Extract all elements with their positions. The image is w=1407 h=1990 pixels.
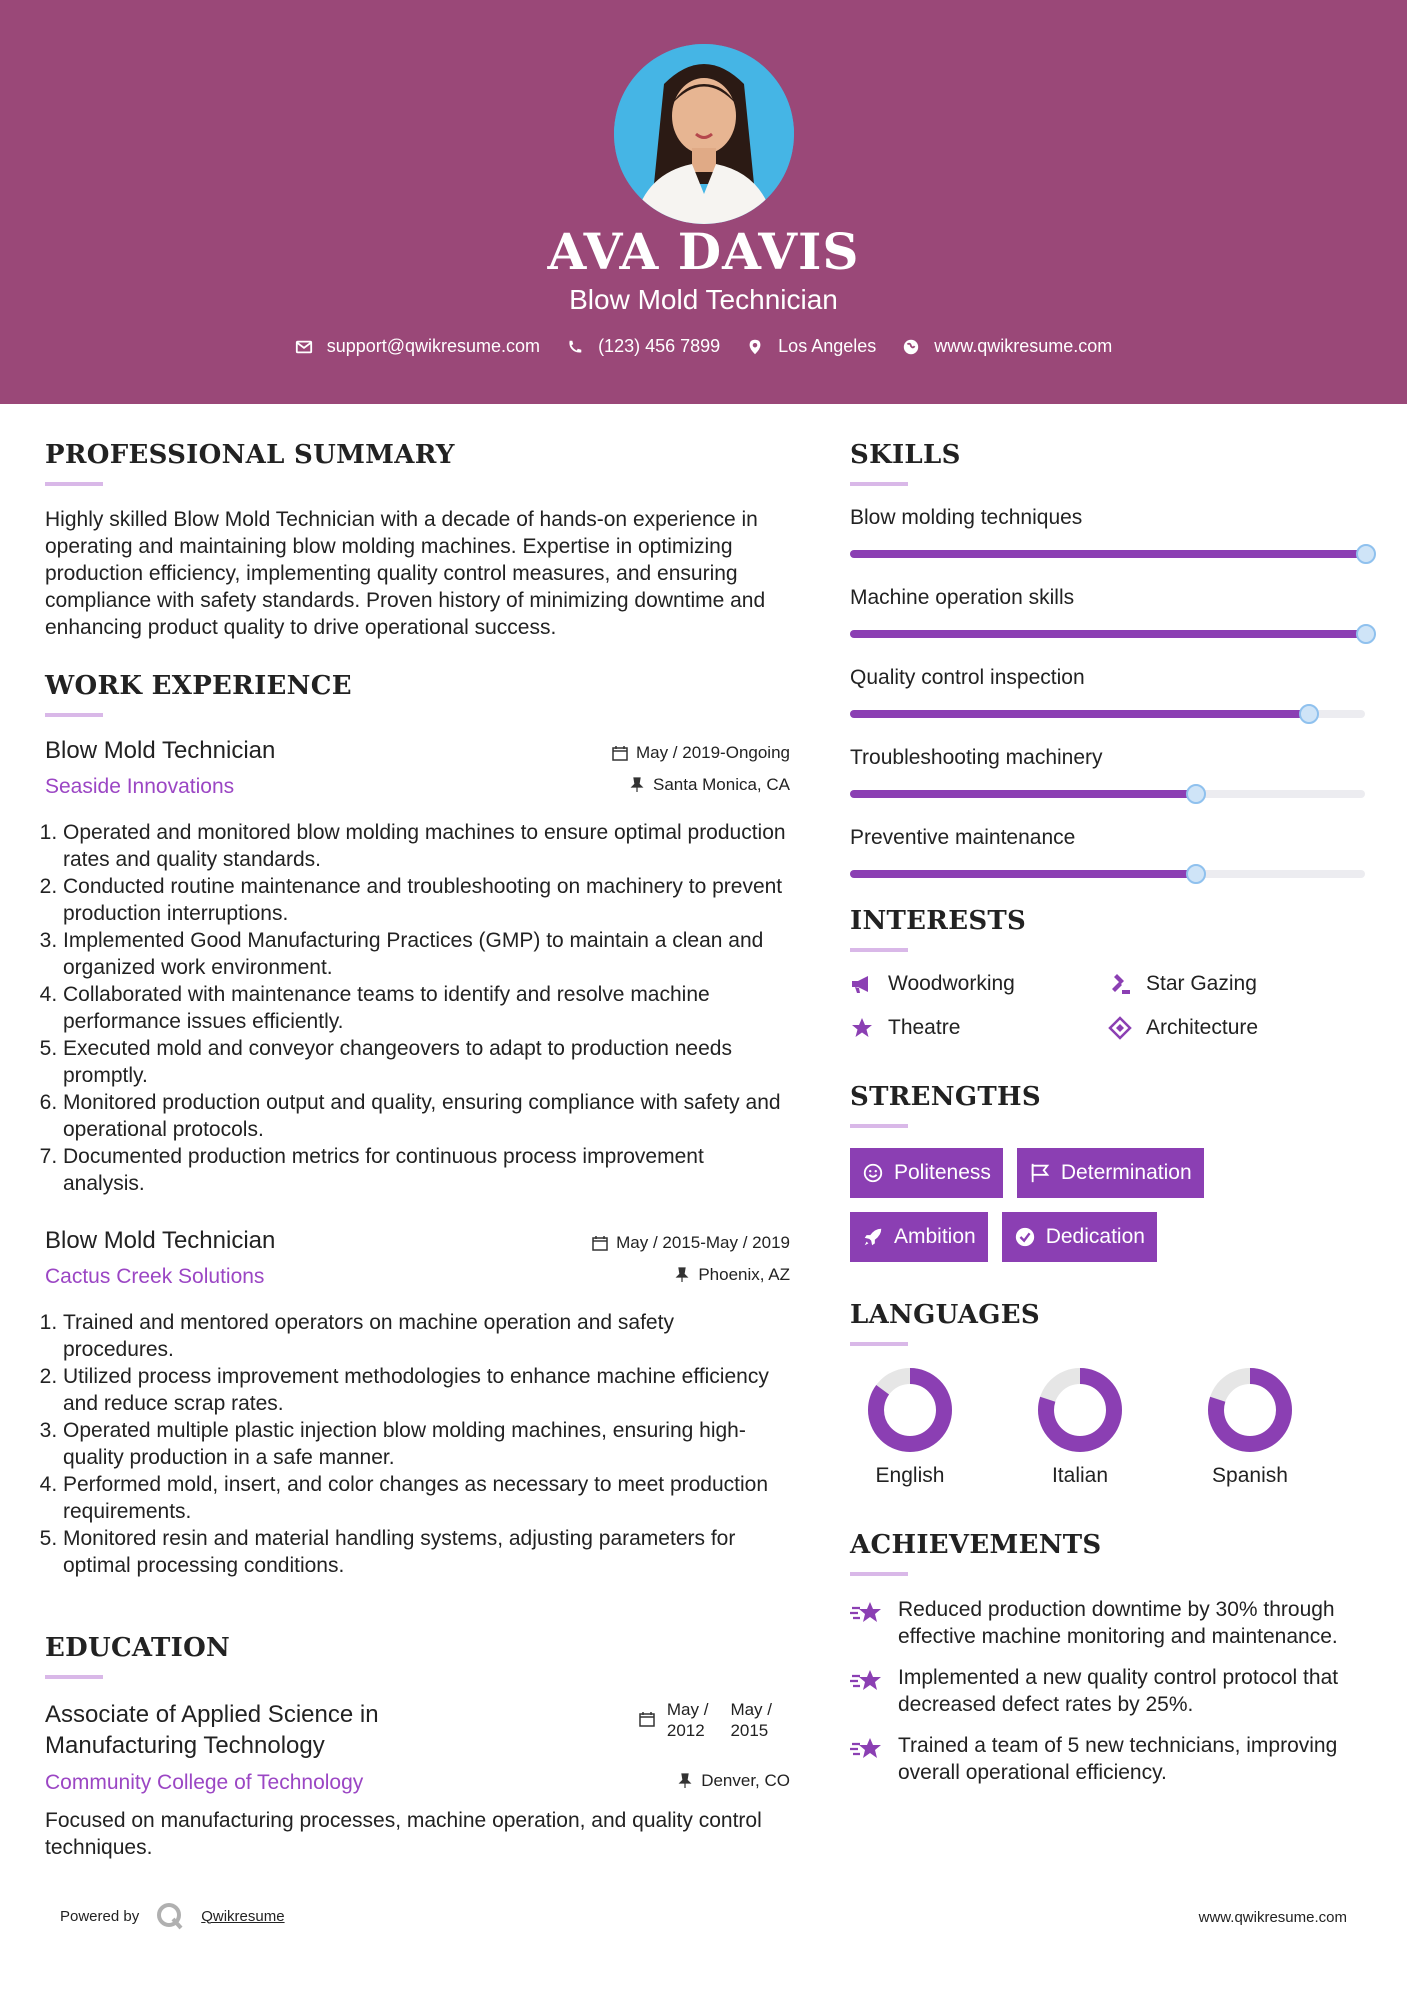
end-month: May / [730, 1700, 772, 1719]
section-divider [850, 1572, 908, 1576]
skill-bar-knob [1356, 624, 1376, 644]
strengths-heading: STRENGTHS [850, 1082, 1041, 1112]
languages-heading: LANGUAGES [850, 1300, 1040, 1330]
contact-location [746, 336, 876, 357]
education-heading: EDUCATION [45, 1633, 231, 1663]
strength-badge [850, 1148, 1003, 1198]
skill-bar-fill [850, 710, 1308, 718]
map-pin-icon [746, 338, 764, 356]
flag-icon [1029, 1162, 1051, 1184]
achievement-text: Reduced production downtime by 30% through effective machine monitoring and maintenance. [898, 1598, 1338, 1648]
job-dates [612, 743, 790, 763]
education-entry [45, 1699, 790, 1861]
section-divider [45, 482, 103, 486]
job-location [629, 775, 790, 795]
degree-line-1: Associate of Applied Science in [45, 1701, 379, 1728]
school-name: Community College of Technology [45, 1771, 364, 1794]
education-dates [639, 1699, 790, 1741]
interest-label: Theatre [888, 1016, 961, 1039]
language-item [1190, 1366, 1360, 1488]
section-divider [850, 1124, 908, 1128]
strength-badge [1002, 1212, 1157, 1262]
strength-label: Determination [1060, 1161, 1192, 1184]
job-duties [45, 819, 790, 1197]
qwikresume-logo-icon [155, 1901, 185, 1931]
interest-label: Woodworking [888, 972, 1015, 995]
achievements-list [850, 1596, 1365, 1786]
strength-label: Ambition [894, 1225, 976, 1248]
right-column [850, 440, 1365, 1800]
skill-bar-knob [1186, 784, 1206, 804]
interest-item [850, 1016, 1108, 1040]
education-location [677, 1771, 790, 1791]
company-name: Seaside Innovations [45, 775, 235, 798]
list-item: 5. Monitored resin and material handling systems, adjusting parameters for optimal processing conditions. [63, 1525, 790, 1579]
start-month: May / [666, 1700, 709, 1719]
language-item [1020, 1366, 1190, 1488]
calendar-icon [612, 745, 628, 761]
job-entry [45, 737, 790, 1197]
skills-list [850, 506, 1365, 878]
megaphone-icon [850, 972, 874, 996]
list-item: 3. Implemented Good Manufacturing Practices (GMP) to maintain a clean and organized work environment. [63, 927, 790, 981]
skill-bar-knob [1186, 864, 1206, 884]
skill-bar [850, 790, 1365, 798]
achievement-item [850, 1664, 1365, 1718]
skill-bar-fill [850, 550, 1365, 558]
contact-phone[interactable] [566, 336, 720, 357]
shooting-star-icon [850, 1734, 884, 1764]
phone-text: (123) 456 7899 [598, 336, 721, 356]
profile-photo [614, 44, 794, 224]
summary-text: Highly skilled Blow Mold Technician with a decade of hands-on experience in operating and maintaining blow molding machines. Expertise in optimizing production efficiency, implementing quality control measures, and ensuring compliance with safety standards. Proven history of minimizing downtime and enhancing product quality to drive operational success. [45, 508, 766, 639]
skill-bar-knob [1356, 544, 1376, 564]
strength-label: Dedication [1045, 1225, 1145, 1248]
skill-bar-knob [1299, 704, 1319, 724]
list-item: 7. Documented production metrics for continuous process improvement analysis. [63, 1143, 790, 1197]
start-year: 2012 [666, 1721, 705, 1740]
section-divider [850, 948, 908, 952]
pushpin-icon [629, 777, 645, 793]
list-item: 5. Executed mold and conveyor changeovers to adapt to production needs promptly. [63, 1035, 790, 1089]
education-location-text: Denver, CO [701, 1771, 790, 1790]
job-title: Blow Mold Technician [45, 737, 276, 764]
footer-url[interactable]: www.qwikresume.com [1198, 1909, 1347, 1926]
list-item: 6. Monitored production output and quality, ensuring compliance with safety and operational protocols. [63, 1089, 790, 1143]
location-text: Los Angeles [778, 336, 877, 356]
skill-name: Troubleshooting machinery [850, 746, 1103, 769]
skill-bar [850, 710, 1365, 718]
languages-list [850, 1366, 1365, 1488]
phone-icon [566, 338, 584, 356]
email-text: support@qwikresume.com [326, 336, 541, 356]
section-divider [850, 482, 908, 486]
candidate-name: AVA DAVIS [547, 222, 860, 281]
strengths-list [850, 1148, 1270, 1262]
language-name: Spanish [1212, 1464, 1288, 1487]
achievement-text: Implemented a new quality control protocol that decreased defect rates by 25%. [898, 1666, 1339, 1716]
education-end [730, 1699, 772, 1741]
education-description: Focused on manufacturing processes, machine operation, and quality control techniques. [45, 1809, 762, 1859]
interests-heading: INTERESTS [850, 906, 1027, 936]
powered-by-text: Powered by [60, 1907, 140, 1925]
pushpin-icon [677, 1773, 693, 1789]
strength-badge [850, 1212, 988, 1262]
job-title: Blow Mold Technician [45, 1227, 276, 1254]
achievements-heading: ACHIEVEMENTS [850, 1530, 1102, 1560]
job-dates-text: May / 2015-May / 2019 [616, 1233, 790, 1252]
skill-row [850, 746, 1365, 798]
smile-icon [862, 1162, 884, 1184]
section-divider [850, 1342, 908, 1346]
interest-label: Architecture [1146, 1016, 1259, 1039]
achievement-item [850, 1596, 1365, 1650]
summary-heading: PROFESSIONAL SUMMARY [45, 440, 455, 470]
job-dates-text: May / 2019-Ongoing [635, 743, 790, 762]
shooting-star-icon [850, 1666, 884, 1696]
list-item: 2. Conducted routine maintenance and troubleshooting on machinery to prevent production interruptions. [63, 873, 790, 927]
skill-bar-fill [850, 790, 1195, 798]
globe-icon [902, 338, 920, 356]
list-item: 1. Trained and mentored operators on machine operation and safety procedures. [63, 1309, 790, 1363]
end-year: 2015 [730, 1721, 769, 1740]
skill-bar-fill [850, 630, 1365, 638]
envelope-icon [295, 338, 313, 356]
language-level-ring [1036, 1366, 1124, 1454]
skill-bar [850, 630, 1365, 638]
contact-website[interactable] [902, 336, 1112, 357]
language-level-ring [1206, 1366, 1294, 1454]
language-item [850, 1366, 1020, 1488]
job-duties [45, 1309, 790, 1579]
language-name: English [875, 1464, 945, 1487]
contact-email[interactable] [295, 336, 540, 357]
brand-link[interactable]: Qwikresume [201, 1907, 285, 1925]
strength-label: Politeness [894, 1161, 991, 1184]
job-location-text: Phoenix, AZ [698, 1265, 790, 1284]
education-start [667, 1699, 709, 1741]
list-item: 2. Utilized process improvement methodologies to enhance machine efficiency and reduce scrap rates. [63, 1363, 790, 1417]
star-icon [850, 1016, 874, 1040]
job-entry [45, 1227, 790, 1579]
section-divider [45, 713, 103, 717]
list-item: 3. Operated multiple plastic injection blow molding machines, ensuring high-quality production in a safe manner. [63, 1417, 790, 1471]
page-footer [0, 1895, 1407, 1935]
section-divider [45, 1675, 103, 1679]
interests-grid [850, 972, 1365, 1040]
powered-by [60, 1901, 285, 1931]
interest-item [1108, 1016, 1366, 1040]
achievement-text: Trained a team of 5 new technicians, improving overall operational efficiency. [898, 1734, 1338, 1784]
list-item: 4. Collaborated with maintenance teams to identify and resolve machine performance issues efficiently. [63, 981, 790, 1035]
job-location [674, 1265, 790, 1285]
shooting-star-icon [850, 1598, 884, 1628]
left-column [45, 440, 790, 1861]
skill-name: Machine operation skills [850, 586, 1075, 609]
rocket-icon [862, 1226, 884, 1248]
skill-row [850, 586, 1365, 638]
experience-heading: WORK EXPERIENCE [45, 671, 352, 701]
skill-name: Blow molding techniques [850, 506, 1083, 529]
interest-item [1108, 972, 1366, 996]
list-item: 4. Performed mold, insert, and color changes as necessary to meet production requirements. [63, 1471, 790, 1525]
language-name: Italian [1051, 1464, 1109, 1487]
skill-name: Preventive maintenance [850, 826, 1076, 849]
check-circle-icon [1014, 1226, 1036, 1248]
skill-row [850, 826, 1365, 878]
calendar-icon [592, 1235, 608, 1251]
job-location-text: Santa Monica, CA [652, 775, 790, 794]
achievement-item [850, 1732, 1365, 1786]
skill-row [850, 666, 1365, 718]
skill-name: Quality control inspection [850, 666, 1085, 689]
candidate-title: Blow Mold Technician [569, 284, 838, 315]
skill-bar [850, 550, 1365, 558]
skill-bar-fill [850, 870, 1195, 878]
list-item: 1. Operated and monitored blow molding machines to ensure optimal production rates and quality standards. [63, 819, 790, 873]
contact-bar [0, 336, 1407, 357]
calendar-icon [639, 1711, 655, 1727]
gavel-icon [1108, 972, 1132, 996]
skills-heading: SKILLS [850, 440, 961, 470]
degree-line-2: Manufacturing Technology [45, 1732, 325, 1759]
strength-badge [1017, 1148, 1204, 1198]
pushpin-icon [674, 1267, 690, 1283]
skill-row [850, 506, 1365, 558]
job-dates [592, 1233, 790, 1253]
ticket-icon [1108, 1016, 1132, 1040]
resume-header [0, 0, 1407, 404]
interest-label: Star Gazing [1146, 972, 1257, 995]
language-level-ring [866, 1366, 954, 1454]
skill-bar [850, 870, 1365, 878]
website-text: www.qwikresume.com [934, 336, 1113, 356]
company-name: Cactus Creek Solutions [45, 1265, 265, 1288]
interest-item [850, 972, 1108, 996]
